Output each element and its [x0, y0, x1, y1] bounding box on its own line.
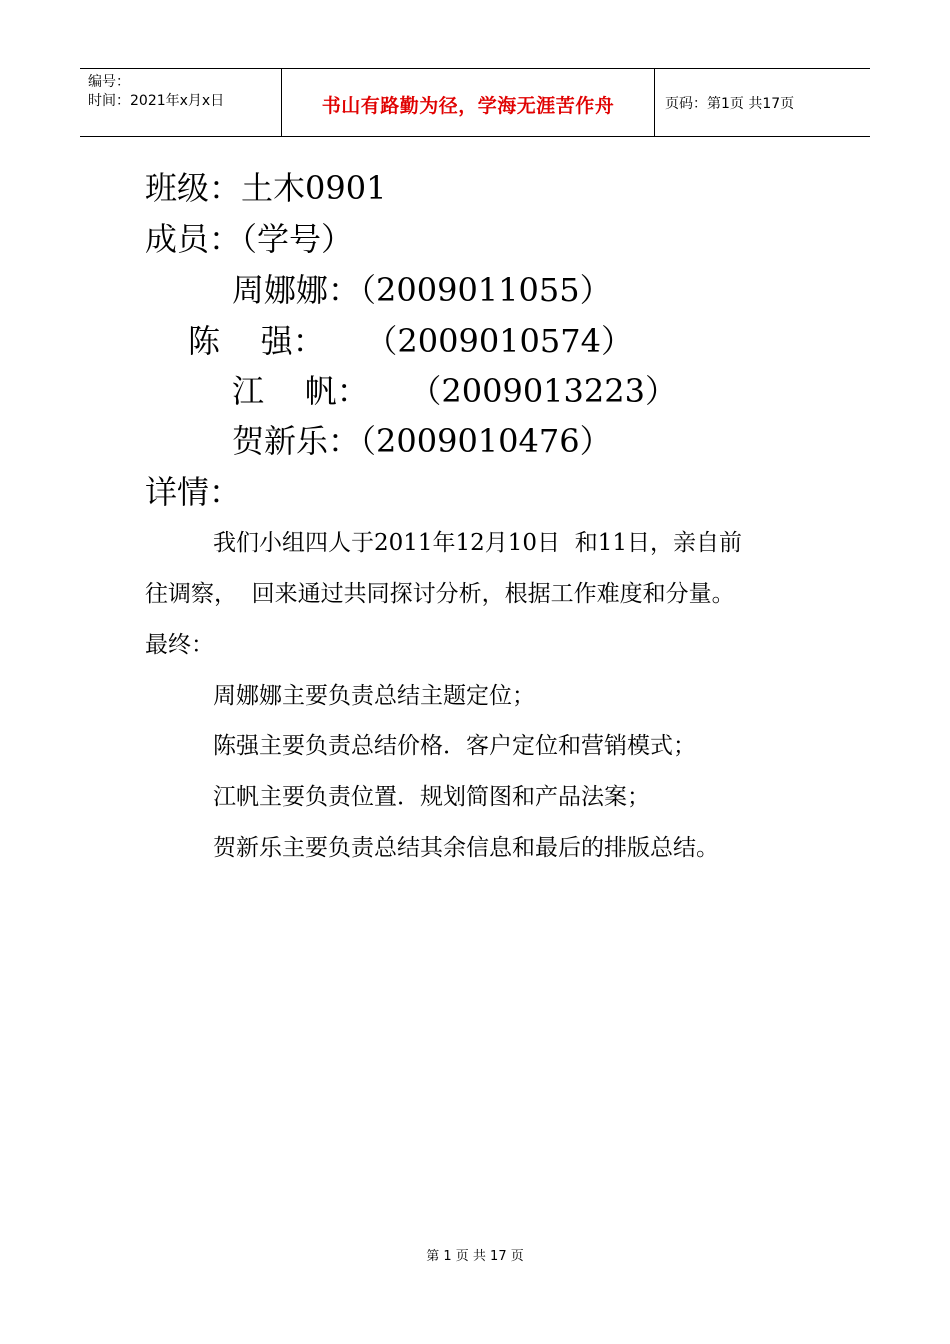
member-row: 江 帆： （2009013223）: [232, 372, 677, 410]
class-line: 班级：土木0901: [145, 169, 387, 207]
document-header: [80, 68, 870, 137]
paragraph-line: 往调察， 回来通过共同探讨分析，根据工作难度和分量。: [145, 581, 735, 607]
details-heading: 详情：: [145, 473, 242, 511]
member-row: 陈 强： （2009010574）: [188, 322, 633, 360]
page-label: 页码：第1页 共17页: [665, 95, 795, 112]
task-item: 贺新乐主要负责总结其余信息和最后的排版总结。: [213, 835, 719, 861]
time-label: 时间：2021年x月x日: [88, 93, 225, 109]
number-label: 编号：: [88, 74, 130, 90]
paragraph-line: 我们小组四人于2011年12月10日 和11日，亲自前: [213, 530, 742, 556]
page-footer: 第 1 页 共 17 页: [426, 1249, 524, 1264]
member-row: 周娜娜：（2009011055）: [232, 271, 612, 309]
header-motto-cell: [282, 69, 655, 136]
header-meta-cell: [80, 69, 282, 136]
task-item: 江帆主要负责位置．规划简图和产品法案；: [213, 784, 650, 810]
member-row: 贺新乐：（2009010476）: [232, 422, 612, 460]
header-page-cell: [655, 69, 870, 136]
task-item: 陈强主要负责总结价格．客户定位和营销模式；: [213, 733, 696, 759]
members-line: 成员：（学号）: [145, 220, 354, 258]
task-item: 周娜娜主要负责总结主题定位；: [213, 683, 535, 709]
final-label: 最终：: [145, 632, 214, 658]
motto-text: 书山有路勤为径，学海无涯苦作舟: [321, 94, 615, 117]
